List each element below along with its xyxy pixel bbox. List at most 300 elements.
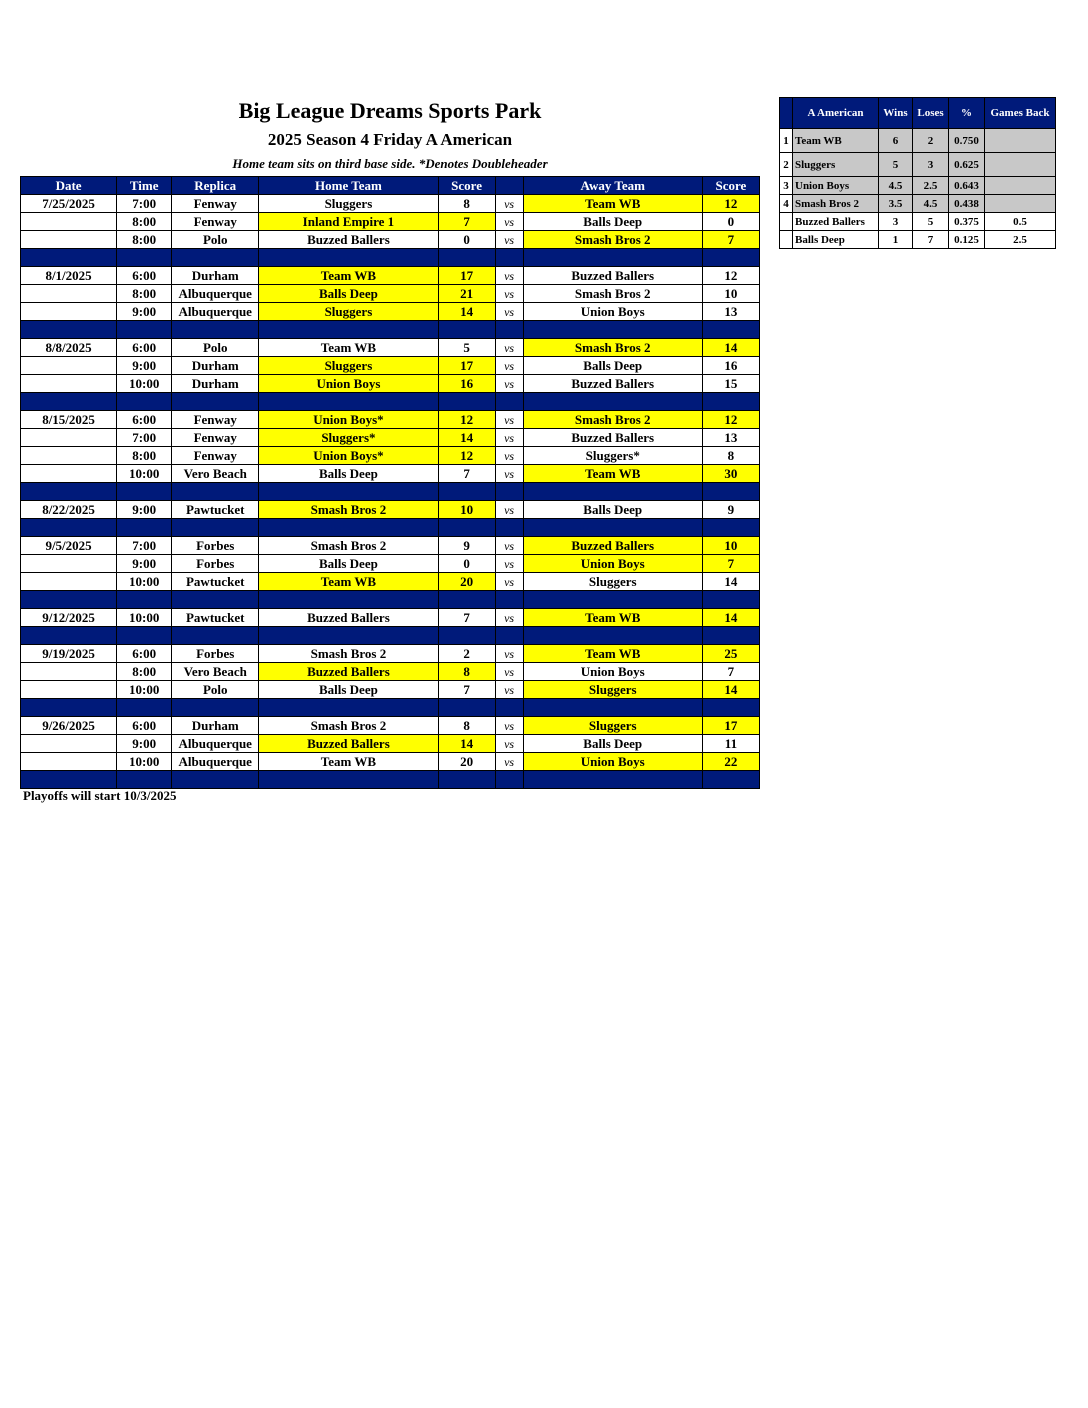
separator-cell (21, 699, 117, 717)
separator-cell (495, 321, 523, 339)
game-time: 9:00 (117, 357, 172, 375)
standings-wins: 6 (879, 129, 913, 153)
col-time: Time (117, 177, 172, 195)
game-row (21, 717, 760, 735)
vs-label: vs (495, 339, 523, 357)
game-row (21, 537, 760, 555)
game-date (21, 285, 117, 303)
separator-cell (495, 519, 523, 537)
separator-cell (259, 483, 438, 501)
away-score: 30 (702, 465, 759, 483)
schedule-body (21, 195, 760, 789)
home-team: Team WB (259, 339, 438, 357)
away-team: Team WB (523, 465, 702, 483)
standings-col-division: A American (793, 98, 879, 129)
standings-col-wins: Wins (879, 98, 913, 129)
home-score: 2 (438, 645, 495, 663)
away-team: Balls Deep (523, 357, 702, 375)
vs-label: vs (495, 429, 523, 447)
separator-cell (259, 321, 438, 339)
away-team: Union Boys (523, 753, 702, 771)
away-score: 12 (702, 267, 759, 285)
col-away-score: Score (702, 177, 759, 195)
home-score: 17 (438, 357, 495, 375)
standings-team: Balls Deep (793, 231, 879, 249)
page-title: Big League Dreams Sports Park (238, 98, 542, 123)
separator-cell (21, 519, 117, 537)
vs-label: vs (495, 195, 523, 213)
separator-cell (438, 393, 495, 411)
away-score: 13 (702, 429, 759, 447)
game-date (21, 465, 117, 483)
standings-loses: 3 (913, 153, 949, 177)
home-score: 10 (438, 501, 495, 519)
home-team: Sluggers* (259, 429, 438, 447)
standings-team: Buzzed Ballers (793, 213, 879, 231)
separator-cell (523, 321, 702, 339)
away-team: Team WB (523, 195, 702, 213)
game-row (21, 285, 760, 303)
game-row (21, 339, 760, 357)
separator-cell (438, 771, 495, 789)
standings-rank-col (780, 98, 793, 129)
home-team: Smash Bros 2 (259, 501, 438, 519)
standings-loses: 2.5 (913, 177, 949, 195)
away-score: 7 (702, 663, 759, 681)
standings-loses: 2 (913, 129, 949, 153)
home-score: 5 (438, 339, 495, 357)
game-row (21, 267, 760, 285)
vs-label: vs (495, 267, 523, 285)
separator-cell (259, 771, 438, 789)
separator-cell (117, 771, 172, 789)
separator-cell (495, 771, 523, 789)
home-score: 7 (438, 465, 495, 483)
game-row (21, 411, 760, 429)
standings-loses: 5 (913, 213, 949, 231)
separator-cell (523, 771, 702, 789)
separator-cell (702, 483, 759, 501)
game-date: 9/5/2025 (21, 537, 117, 555)
game-row (21, 231, 760, 249)
game-row (21, 735, 760, 753)
vs-label: vs (495, 465, 523, 483)
game-date (21, 735, 117, 753)
game-date: 8/8/2025 (21, 339, 117, 357)
game-time: 10:00 (117, 465, 172, 483)
away-score: 14 (702, 609, 759, 627)
away-team: Buzzed Ballers (523, 267, 702, 285)
separator-cell (438, 321, 495, 339)
game-date (21, 303, 117, 321)
separator-cell (523, 483, 702, 501)
home-score: 8 (438, 195, 495, 213)
separator-cell (172, 249, 259, 267)
home-score: 14 (438, 429, 495, 447)
game-date: 9/26/2025 (21, 717, 117, 735)
game-date (21, 429, 117, 447)
separator-cell (495, 249, 523, 267)
away-team: Sluggers (523, 573, 702, 591)
week-separator (21, 519, 760, 537)
away-score: 13 (702, 303, 759, 321)
separator-cell (259, 699, 438, 717)
standings-games-back (985, 195, 1056, 213)
standings-col-games-back: Games Back (985, 98, 1056, 129)
away-score: 0 (702, 213, 759, 231)
home-score: 16 (438, 375, 495, 393)
separator-cell (523, 249, 702, 267)
separator-cell (702, 519, 759, 537)
away-team: Smash Bros 2 (523, 285, 702, 303)
standings-games-back (985, 153, 1056, 177)
game-time: 6:00 (117, 411, 172, 429)
home-score: 0 (438, 555, 495, 573)
separator-cell (438, 483, 495, 501)
standings-col-pct: % (949, 98, 985, 129)
game-time: 8:00 (117, 231, 172, 249)
away-team: Smash Bros 2 (523, 231, 702, 249)
away-team: Sluggers* (523, 447, 702, 465)
away-team: Union Boys (523, 303, 702, 321)
game-row (21, 303, 760, 321)
home-score: 8 (438, 717, 495, 735)
standings-wins: 3 (879, 213, 913, 231)
away-team: Sluggers (523, 717, 702, 735)
game-time: 9:00 (117, 735, 172, 753)
home-team: Sluggers (259, 195, 438, 213)
standings-row (780, 177, 1056, 195)
game-time: 10:00 (117, 609, 172, 627)
separator-cell (172, 591, 259, 609)
away-score: 12 (702, 411, 759, 429)
separator-cell (438, 699, 495, 717)
game-row (21, 609, 760, 627)
standings-body (780, 129, 1056, 249)
col-vs (495, 177, 523, 195)
standings-col-loses: Loses (913, 98, 949, 129)
standings-pct: 0.125 (949, 231, 985, 249)
separator-cell (495, 627, 523, 645)
game-replica: Albuquerque (172, 303, 259, 321)
home-team: Union Boys* (259, 447, 438, 465)
game-replica: Albuquerque (172, 753, 259, 771)
home-team: Inland Empire 1 (259, 213, 438, 231)
home-score: 12 (438, 411, 495, 429)
home-score: 7 (438, 213, 495, 231)
home-team: Balls Deep (259, 555, 438, 573)
separator-cell (438, 627, 495, 645)
away-team: Balls Deep (523, 213, 702, 231)
standings-wins: 1 (879, 231, 913, 249)
separator-cell (172, 393, 259, 411)
separator-cell (117, 699, 172, 717)
separator-cell (523, 591, 702, 609)
home-team: Sluggers (259, 357, 438, 375)
home-team: Team WB (259, 267, 438, 285)
vs-label: vs (495, 753, 523, 771)
separator-cell (495, 591, 523, 609)
playoffs-note: Playoffs will start 10/3/2025 (23, 788, 177, 803)
standings-team: Team WB (793, 129, 879, 153)
separator-cell (438, 249, 495, 267)
game-time: 9:00 (117, 303, 172, 321)
standings-pct: 0.438 (949, 195, 985, 213)
away-team: Balls Deep (523, 501, 702, 519)
game-row (21, 573, 760, 591)
game-date (21, 231, 117, 249)
home-team: Balls Deep (259, 285, 438, 303)
game-replica: Pawtucket (172, 573, 259, 591)
separator-cell (21, 591, 117, 609)
away-team: Balls Deep (523, 735, 702, 753)
separator-cell (21, 771, 117, 789)
separator-cell (259, 627, 438, 645)
standings-rank: 2 (780, 153, 793, 177)
separator-cell (21, 483, 117, 501)
separator-cell (438, 519, 495, 537)
game-time: 6:00 (117, 339, 172, 357)
standings-header-row (780, 98, 1056, 129)
game-row (21, 681, 760, 699)
home-team: Buzzed Ballers (259, 231, 438, 249)
home-team: Buzzed Ballers (259, 663, 438, 681)
week-separator (21, 627, 760, 645)
vs-label: vs (495, 717, 523, 735)
game-time: 6:00 (117, 267, 172, 285)
away-score: 25 (702, 645, 759, 663)
separator-cell (117, 483, 172, 501)
away-team: Team WB (523, 645, 702, 663)
game-date: 9/19/2025 (21, 645, 117, 663)
game-replica: Albuquerque (172, 285, 259, 303)
standings-rank: 4 (780, 195, 793, 213)
game-replica: Pawtucket (172, 501, 259, 519)
separator-cell (117, 393, 172, 411)
home-team: Sluggers (259, 303, 438, 321)
home-score: 20 (438, 573, 495, 591)
game-time: 10:00 (117, 681, 172, 699)
vs-label: vs (495, 573, 523, 591)
standings-wins: 3.5 (879, 195, 913, 213)
game-row (21, 375, 760, 393)
game-replica: Fenway (172, 429, 259, 447)
game-date (21, 375, 117, 393)
vs-label: vs (495, 735, 523, 753)
schedule-header-row (21, 177, 760, 195)
game-replica: Durham (172, 375, 259, 393)
away-team: Buzzed Ballers (523, 429, 702, 447)
home-score: 14 (438, 303, 495, 321)
standings-row (780, 129, 1056, 153)
separator-cell (259, 393, 438, 411)
away-team: Smash Bros 2 (523, 411, 702, 429)
away-score: 17 (702, 717, 759, 735)
page-note: Home team sits on third base side. *Denotes Doubleheader (232, 156, 548, 171)
vs-label: vs (495, 663, 523, 681)
week-separator (21, 771, 760, 789)
standings-row (780, 153, 1056, 177)
game-date: 8/1/2025 (21, 267, 117, 285)
col-date: Date (21, 177, 117, 195)
separator-cell (523, 393, 702, 411)
vs-label: vs (495, 681, 523, 699)
away-score: 22 (702, 753, 759, 771)
game-replica: Durham (172, 267, 259, 285)
game-replica: Durham (172, 357, 259, 375)
separator-cell (259, 519, 438, 537)
week-separator (21, 249, 760, 267)
standings-games-back: 0.5 (985, 213, 1056, 231)
vs-label: vs (495, 411, 523, 429)
separator-cell (117, 321, 172, 339)
separator-cell (21, 393, 117, 411)
standings-team: Smash Bros 2 (793, 195, 879, 213)
separator-cell (117, 519, 172, 537)
standings-team: Union Boys (793, 177, 879, 195)
game-row (21, 645, 760, 663)
game-time: 8:00 (117, 213, 172, 231)
separator-cell (172, 771, 259, 789)
col-home-score: Score (438, 177, 495, 195)
game-date: 7/25/2025 (21, 195, 117, 213)
away-team: Team WB (523, 609, 702, 627)
separator-cell (702, 321, 759, 339)
page-subtitle: 2025 Season 4 Friday A American (267, 130, 513, 149)
game-time: 10:00 (117, 375, 172, 393)
game-replica: Fenway (172, 447, 259, 465)
schedule-table (20, 176, 760, 789)
week-separator (21, 591, 760, 609)
separator-cell (172, 321, 259, 339)
home-score: 9 (438, 537, 495, 555)
game-row (21, 753, 760, 771)
game-time: 7:00 (117, 537, 172, 555)
separator-cell (117, 627, 172, 645)
game-date (21, 555, 117, 573)
vs-label: vs (495, 447, 523, 465)
home-score: 7 (438, 609, 495, 627)
game-time: 9:00 (117, 555, 172, 573)
standings-rank: 6 (780, 231, 793, 249)
home-team: Team WB (259, 753, 438, 771)
separator-cell (172, 699, 259, 717)
game-replica: Pawtucket (172, 609, 259, 627)
game-date: 8/15/2025 (21, 411, 117, 429)
game-replica: Polo (172, 681, 259, 699)
game-replica: Durham (172, 717, 259, 735)
col-away-team: Away Team (523, 177, 702, 195)
game-time: 6:00 (117, 645, 172, 663)
game-time: 7:00 (117, 195, 172, 213)
standings-table (779, 97, 1056, 249)
standings-pct: 0.750 (949, 129, 985, 153)
game-time: 8:00 (117, 447, 172, 465)
game-row (21, 555, 760, 573)
standings-rank: 1 (780, 129, 793, 153)
separator-cell (523, 627, 702, 645)
away-score: 10 (702, 285, 759, 303)
vs-label: vs (495, 537, 523, 555)
vs-label: vs (495, 375, 523, 393)
game-replica: Forbes (172, 555, 259, 573)
home-team: Team WB (259, 573, 438, 591)
vs-label: vs (495, 555, 523, 573)
game-time: 8:00 (117, 285, 172, 303)
game-replica: Forbes (172, 645, 259, 663)
game-replica: Fenway (172, 195, 259, 213)
col-replica: Replica (172, 177, 259, 195)
separator-cell (117, 249, 172, 267)
standings-pct: 0.625 (949, 153, 985, 177)
home-score: 14 (438, 735, 495, 753)
game-row (21, 663, 760, 681)
home-team: Buzzed Ballers (259, 609, 438, 627)
game-time: 10:00 (117, 573, 172, 591)
away-score: 7 (702, 555, 759, 573)
standings-loses: 7 (913, 231, 949, 249)
game-row (21, 429, 760, 447)
away-score: 14 (702, 681, 759, 699)
game-date (21, 213, 117, 231)
home-score: 12 (438, 447, 495, 465)
separator-cell (259, 591, 438, 609)
standings-row (780, 231, 1056, 249)
vs-label: vs (495, 231, 523, 249)
away-team: Sluggers (523, 681, 702, 699)
game-date (21, 681, 117, 699)
game-time: 9:00 (117, 501, 172, 519)
away-score: 10 (702, 537, 759, 555)
away-score: 15 (702, 375, 759, 393)
away-score: 16 (702, 357, 759, 375)
standings-games-back (985, 177, 1056, 195)
separator-cell (702, 393, 759, 411)
game-row (21, 501, 760, 519)
home-score: 17 (438, 267, 495, 285)
vs-label: vs (495, 213, 523, 231)
away-score: 11 (702, 735, 759, 753)
game-replica: Vero Beach (172, 663, 259, 681)
separator-cell (702, 627, 759, 645)
week-separator (21, 699, 760, 717)
separator-cell (21, 249, 117, 267)
away-team: Smash Bros 2 (523, 339, 702, 357)
separator-cell (495, 393, 523, 411)
vs-label: vs (495, 303, 523, 321)
col-home-team: Home Team (259, 177, 438, 195)
away-score: 14 (702, 339, 759, 357)
game-replica: Forbes (172, 537, 259, 555)
separator-cell (438, 591, 495, 609)
game-replica: Polo (172, 339, 259, 357)
home-score: 7 (438, 681, 495, 699)
home-team: Union Boys (259, 375, 438, 393)
away-team: Union Boys (523, 663, 702, 681)
separator-cell (495, 483, 523, 501)
game-date (21, 573, 117, 591)
home-team: Balls Deep (259, 681, 438, 699)
week-separator (21, 393, 760, 411)
separator-cell (117, 591, 172, 609)
away-score: 12 (702, 195, 759, 213)
standings-team: Sluggers (793, 153, 879, 177)
game-row (21, 195, 760, 213)
game-replica: Polo (172, 231, 259, 249)
home-score: 21 (438, 285, 495, 303)
game-time: 10:00 (117, 753, 172, 771)
separator-cell (495, 699, 523, 717)
